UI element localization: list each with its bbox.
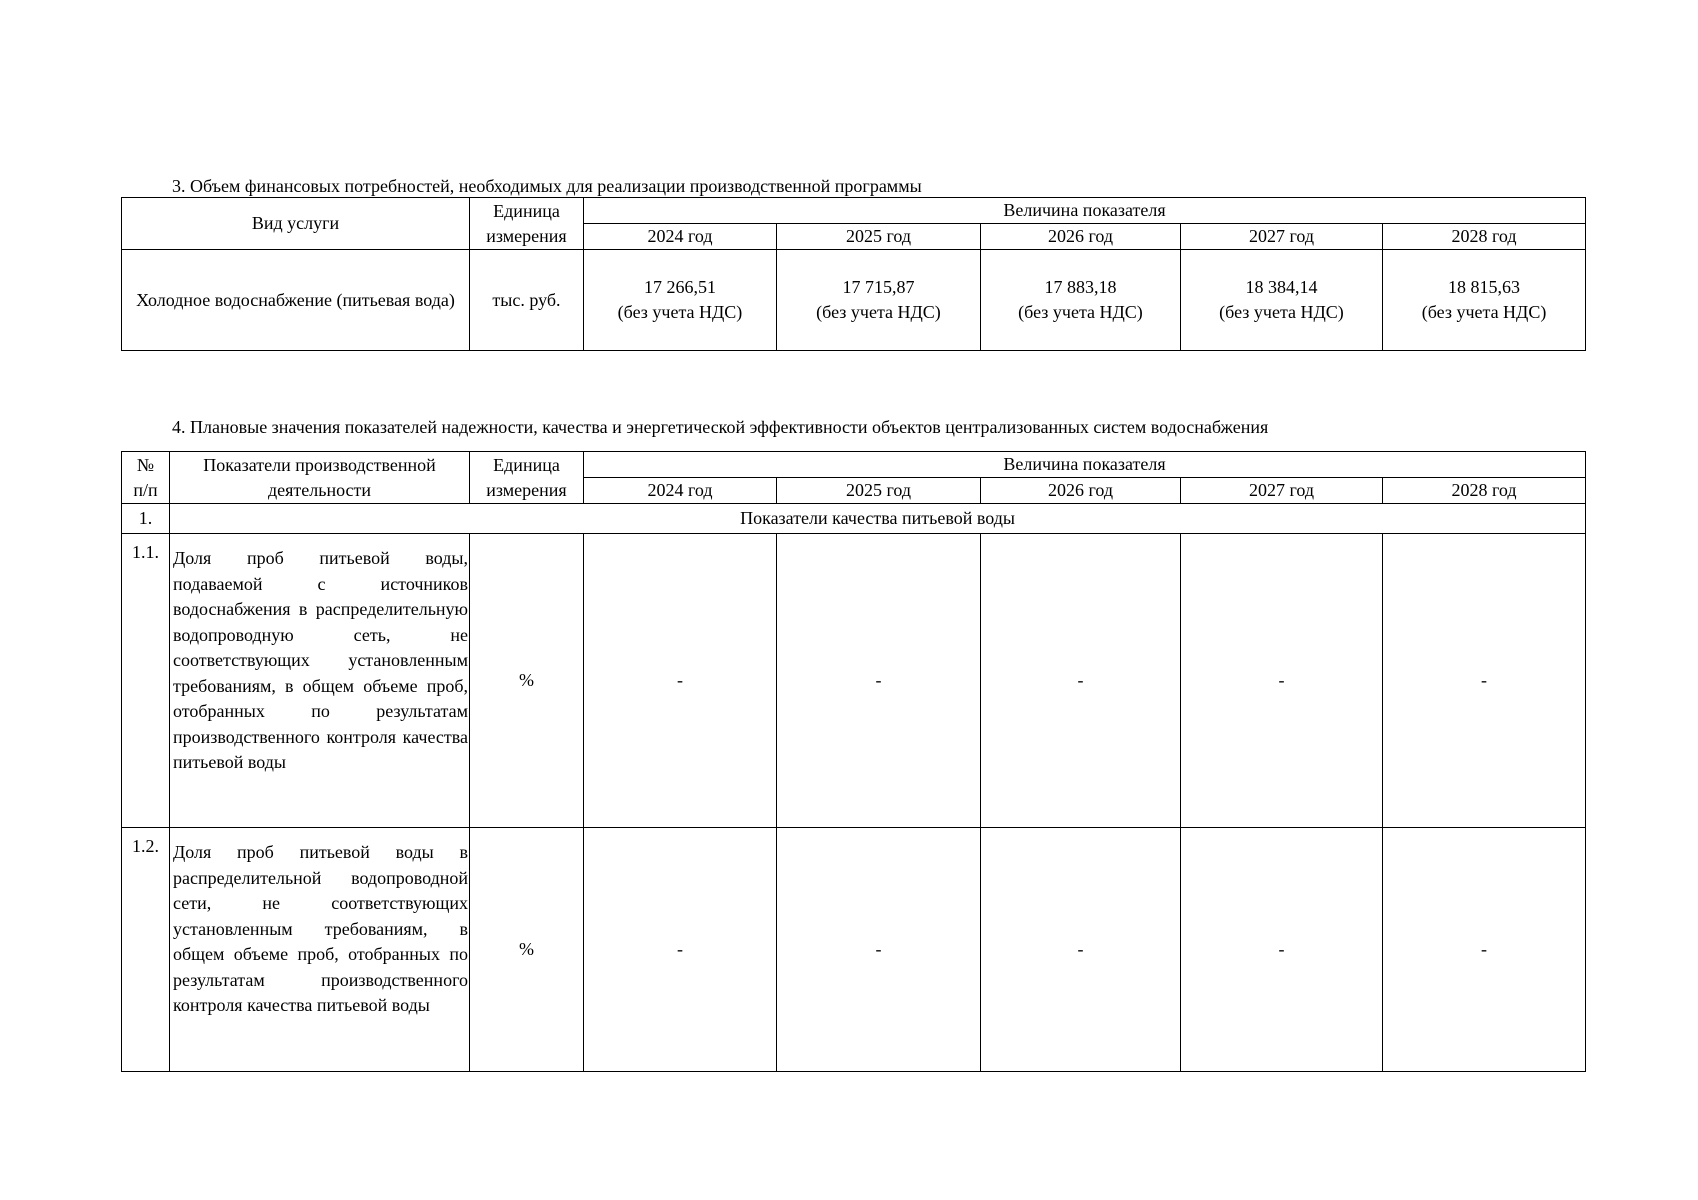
year-header: 2025 год — [777, 224, 981, 250]
amount-cell: 18 384,14 (без учета НДС) — [1181, 250, 1383, 351]
group-row — [122, 504, 1586, 534]
value-cell: - — [981, 534, 1181, 828]
value-cell: - — [1383, 828, 1586, 1072]
indicator-text: Доля проб питьевой воды, подаваемой с источников водоснабжения в распределительную водопроводную сеть, не соответствующих установленным требованиям, в общем объеме проб, отобранных по результатам производственного контроля качества питьевой воды — [170, 534, 470, 828]
service-name: Холодное водоснабжение (питьевая вода) — [122, 250, 470, 351]
financial-needs-table — [121, 197, 1586, 351]
table-row — [122, 534, 1586, 828]
value-cell: - — [981, 828, 1181, 1072]
unit-value: % — [470, 828, 584, 1072]
group-number: 1. — [122, 504, 170, 534]
value-cell: - — [777, 828, 981, 1072]
value-cell: - — [1383, 534, 1586, 828]
amount-cell: 17 715,87 (без учета НДС) — [777, 250, 981, 351]
amount-cell: 18 815,63 (без учета НДС) — [1383, 250, 1586, 351]
value-cell: - — [1181, 828, 1383, 1072]
number-header: № п/п — [122, 452, 170, 504]
year-header: 2028 год — [1383, 478, 1586, 504]
year-header: 2024 год — [584, 478, 777, 504]
table-row — [122, 828, 1586, 1072]
value-cell: - — [777, 534, 981, 828]
year-header: 2024 год — [584, 224, 777, 250]
service-type-header: Вид услуги — [122, 198, 470, 250]
section-3-title: 3. Объем финансовых потребностей, необходимых для реализации производственной программы — [172, 176, 922, 196]
amount-cell: 17 883,18 (без учета НДС) — [981, 250, 1181, 351]
value-cell: - — [584, 828, 777, 1072]
row-number: 1.1. — [122, 534, 170, 828]
amount-cell: 17 266,51 (без учета НДС) — [584, 250, 777, 351]
value-cell: - — [584, 534, 777, 828]
indicator-text: Доля проб питьевой воды в распределительной водопроводной сети, не соответствующих установленным требованиям, в общем объеме проб, отобранных по результатам производственного контроля качества питьевой воды — [170, 828, 470, 1072]
year-header: 2027 год — [1181, 224, 1383, 250]
unit-header: Единица измерения — [470, 198, 584, 250]
row-number: 1.2. — [122, 828, 170, 1072]
value-header: Величина показателя — [584, 198, 1586, 224]
year-header: 2026 год — [981, 224, 1181, 250]
unit-value: тыс. руб. — [470, 250, 584, 351]
value-header: Величина показателя — [584, 452, 1586, 478]
indicators-table — [121, 451, 1586, 1072]
group-title: Показатели качества питьевой воды — [170, 504, 1586, 534]
year-header: 2027 год — [1181, 478, 1383, 504]
table-row — [122, 250, 1586, 351]
indicator-header: Показатели производственной деятельности — [170, 452, 470, 504]
year-header: 2025 год — [777, 478, 981, 504]
section-4-title: 4. Плановые значения показателей надежности, качества и энергетической эффективности объектов централизованных систем водоснабжения — [172, 417, 1269, 437]
year-header: 2028 год — [1383, 224, 1586, 250]
unit-header: Единица измерения — [470, 452, 584, 504]
unit-value: % — [470, 534, 584, 828]
year-header: 2026 год — [981, 478, 1181, 504]
value-cell: - — [1181, 534, 1383, 828]
